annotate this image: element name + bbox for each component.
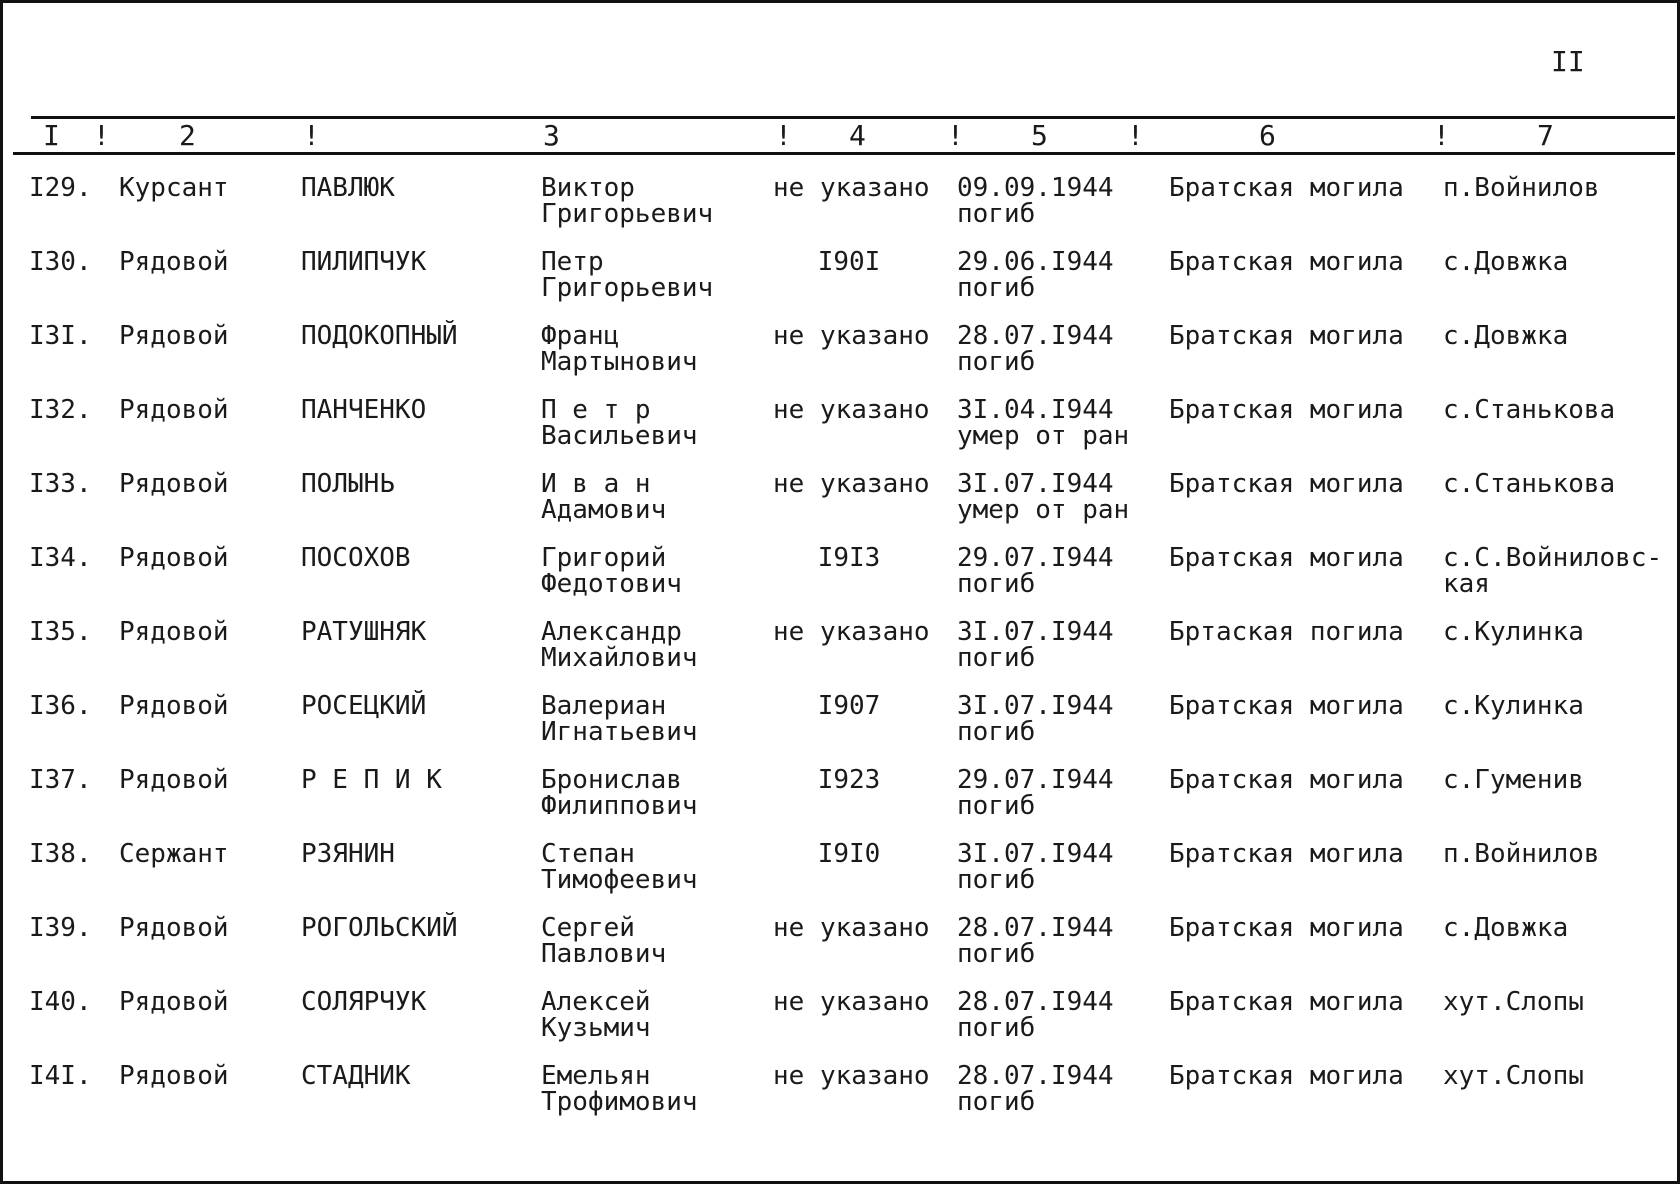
table-row: [3, 915, 1680, 989]
surname: ПАВЛЮК: [301, 173, 395, 203]
burial-type: Братская могила: [1169, 469, 1404, 499]
table-row: [3, 545, 1680, 619]
header-separator: !: [303, 119, 320, 152]
record-number: I40.: [29, 987, 92, 1017]
burial-place-continued: кая: [1443, 569, 1490, 599]
first-name: Сергей: [541, 913, 635, 943]
patronymic: Кузьмич: [541, 1013, 651, 1043]
patronymic: Михайлович: [541, 643, 698, 673]
military-rank: Рядовой: [119, 469, 229, 499]
burial-place: с.Станькова: [1443, 469, 1616, 499]
death-date: 3I.04.I944: [957, 395, 1114, 425]
header-col-3: 3: [543, 119, 560, 152]
header-bottom-rule: [13, 152, 1675, 155]
death-date: 3I.07.I944: [957, 469, 1114, 499]
death-date: 3I.07.I944: [957, 839, 1114, 869]
death-date: 28.07.I944: [957, 1061, 1114, 1091]
military-rank: Рядовой: [119, 321, 229, 351]
surname: СТАДНИК: [301, 1061, 411, 1091]
burial-place: с.Гуменив: [1443, 765, 1584, 795]
death-date: 29.07.I944: [957, 765, 1114, 795]
patronymic: Павлович: [541, 939, 667, 969]
header-separator: !: [93, 119, 110, 152]
death-status: погиб: [957, 347, 1036, 377]
military-rank: Рядовой: [119, 691, 229, 721]
death-status: погиб: [957, 569, 1036, 599]
death-status: погиб: [957, 939, 1036, 969]
burial-place: с.Кулинка: [1443, 617, 1584, 647]
death-status: погиб: [957, 1087, 1036, 1117]
death-date: 28.07.I944: [957, 987, 1114, 1017]
table-row: [3, 767, 1680, 841]
death-status: умер от ран: [957, 495, 1130, 525]
military-rank: Рядовой: [119, 1061, 229, 1091]
surname: ПИЛИПЧУК: [301, 247, 427, 277]
first-name: Франц: [541, 321, 620, 351]
table-row: [3, 397, 1680, 471]
birth-year: I907: [817, 691, 881, 721]
birth-year: I923: [817, 765, 881, 795]
header-col-6: 6: [1259, 119, 1276, 152]
record-number: I35.: [29, 617, 92, 647]
death-date: 29.06.I944: [957, 247, 1114, 277]
table-row: [3, 989, 1680, 1063]
burial-type: Бртаская погила: [1169, 617, 1404, 647]
surname: ПОСОХОВ: [301, 543, 411, 573]
table-row: [3, 249, 1680, 323]
death-date: 28.07.I944: [957, 913, 1114, 943]
record-number: I32.: [29, 395, 92, 425]
burial-place: п.Войнилов: [1443, 173, 1600, 203]
death-status: погиб: [957, 199, 1036, 229]
surname: РЗЯНИН: [301, 839, 395, 869]
patronymic: Федотович: [541, 569, 682, 599]
patronymic: Игнатьевич: [541, 717, 698, 747]
birth-year: не указано: [773, 321, 930, 351]
burial-place: с.Довжка: [1443, 247, 1569, 277]
record-number: I29.: [29, 173, 92, 203]
burial-type: Братская могила: [1169, 173, 1404, 203]
burial-place: с.Кулинка: [1443, 691, 1584, 721]
military-rank: Рядовой: [119, 247, 229, 277]
record-number: I30.: [29, 247, 92, 277]
surname: ПОЛЫНЬ: [301, 469, 395, 499]
death-date: 29.07.I944: [957, 543, 1114, 573]
death-date: 09.09.1944: [957, 173, 1114, 203]
first-name: Петр: [541, 247, 604, 277]
military-rank: Рядовой: [119, 765, 229, 795]
record-number: I38.: [29, 839, 92, 869]
first-name: И в а н: [541, 469, 651, 499]
table-row: [3, 471, 1680, 545]
header-separator: !: [1433, 119, 1450, 152]
surname: Р Е П И К: [301, 765, 442, 795]
birth-year: не указано: [773, 987, 930, 1017]
death-status: погиб: [957, 865, 1036, 895]
burial-place: с.Довжка: [1443, 321, 1569, 351]
header-col-7: 7: [1537, 119, 1554, 152]
military-rank: Курсант: [119, 173, 229, 203]
table-row: [3, 1063, 1680, 1137]
first-name: Емельян: [541, 1061, 651, 1091]
first-name: Валериан: [541, 691, 667, 721]
header-col-4: 4: [849, 119, 866, 152]
military-rank: Рядовой: [119, 395, 229, 425]
death-status: погиб: [957, 273, 1036, 303]
birth-year: не указано: [773, 1061, 930, 1091]
burial-type: Братская могила: [1169, 1061, 1404, 1091]
first-name: П е т р: [541, 395, 651, 425]
birth-year: не указано: [773, 173, 930, 203]
military-rank: Сержант: [119, 839, 229, 869]
birth-year: не указано: [773, 617, 930, 647]
patronymic: Филиппович: [541, 791, 698, 821]
surname: ПОДОКОПНЫЙ: [301, 321, 458, 351]
burial-type: Братская могила: [1169, 321, 1404, 351]
birth-year: не указано: [773, 395, 930, 425]
header-separator: !: [775, 119, 792, 152]
burial-type: Братская могила: [1169, 913, 1404, 943]
death-date: 28.07.I944: [957, 321, 1114, 351]
first-name: Григорий: [541, 543, 667, 573]
table-row: [3, 175, 1680, 249]
birth-year: I90I: [817, 247, 881, 277]
patronymic: Адамович: [541, 495, 667, 525]
table-row: [3, 693, 1680, 767]
death-status: погиб: [957, 717, 1036, 747]
patronymic: Трофимович: [541, 1087, 698, 1117]
first-name: Виктор: [541, 173, 635, 203]
death-status: умер от ран: [957, 421, 1130, 451]
death-status: погиб: [957, 791, 1036, 821]
burial-type: Братская могила: [1169, 987, 1404, 1017]
birth-year: I9I3: [817, 543, 881, 573]
burial-type: Братская могила: [1169, 839, 1404, 869]
patronymic: Васильевич: [541, 421, 698, 451]
surname: РОГОЛЬСКИЙ: [301, 913, 458, 943]
table-row: [3, 323, 1680, 397]
record-number: I34.: [29, 543, 92, 573]
burial-type: Братская могила: [1169, 691, 1404, 721]
birth-year: не указано: [773, 469, 930, 499]
burial-place: с.Довжка: [1443, 913, 1569, 943]
birth-year: I9I0: [817, 839, 881, 869]
military-rank: Рядовой: [119, 543, 229, 573]
first-name: Степан: [541, 839, 635, 869]
burial-place: хут.Слопы: [1443, 987, 1584, 1017]
record-number: I33.: [29, 469, 92, 499]
header-col-2: 2: [179, 119, 196, 152]
first-name: Алексей: [541, 987, 651, 1017]
surname: РОСЕЦКИЙ: [301, 691, 427, 721]
death-status: погиб: [957, 643, 1036, 673]
header-col-1: I: [43, 119, 60, 152]
military-rank: Рядовой: [119, 913, 229, 943]
death-date: 3I.07.I944: [957, 617, 1114, 647]
military-rank: Рядовой: [119, 987, 229, 1017]
page-number: II: [1551, 45, 1585, 78]
patronymic: Григорьевич: [541, 199, 714, 229]
record-number: I37.: [29, 765, 92, 795]
surname: РАТУШНЯК: [301, 617, 427, 647]
burial-type: Братская могила: [1169, 543, 1404, 573]
surname: СОЛЯРЧУК: [301, 987, 427, 1017]
military-rank: Рядовой: [119, 617, 229, 647]
birth-year: не указано: [773, 913, 930, 943]
header-separator: !: [1127, 119, 1144, 152]
record-number: I3I.: [29, 321, 92, 351]
patronymic: Тимофеевич: [541, 865, 698, 895]
burial-type: Братская могила: [1169, 765, 1404, 795]
patronymic: Григорьевич: [541, 273, 714, 303]
burial-place: с.Станькова: [1443, 395, 1616, 425]
header-col-5: 5: [1031, 119, 1048, 152]
first-name: Александр: [541, 617, 682, 647]
burial-type: Братская могила: [1169, 247, 1404, 277]
record-number: I4I.: [29, 1061, 92, 1091]
table-row: [3, 619, 1680, 693]
record-number: I36.: [29, 691, 92, 721]
death-status: погиб: [957, 1013, 1036, 1043]
first-name: Бронислав: [541, 765, 682, 795]
patronymic: Мартынович: [541, 347, 698, 377]
burial-place: с.С.Войниловс-: [1443, 543, 1663, 573]
table-row: [3, 841, 1680, 915]
death-date: 3I.07.I944: [957, 691, 1114, 721]
burial-place: хут.Слопы: [1443, 1061, 1584, 1091]
burial-type: Братская могила: [1169, 395, 1404, 425]
burial-place: п.Войнилов: [1443, 839, 1600, 869]
header-separator: !: [947, 119, 964, 152]
record-number: I39.: [29, 913, 92, 943]
surname: ПАНЧЕНКО: [301, 395, 427, 425]
